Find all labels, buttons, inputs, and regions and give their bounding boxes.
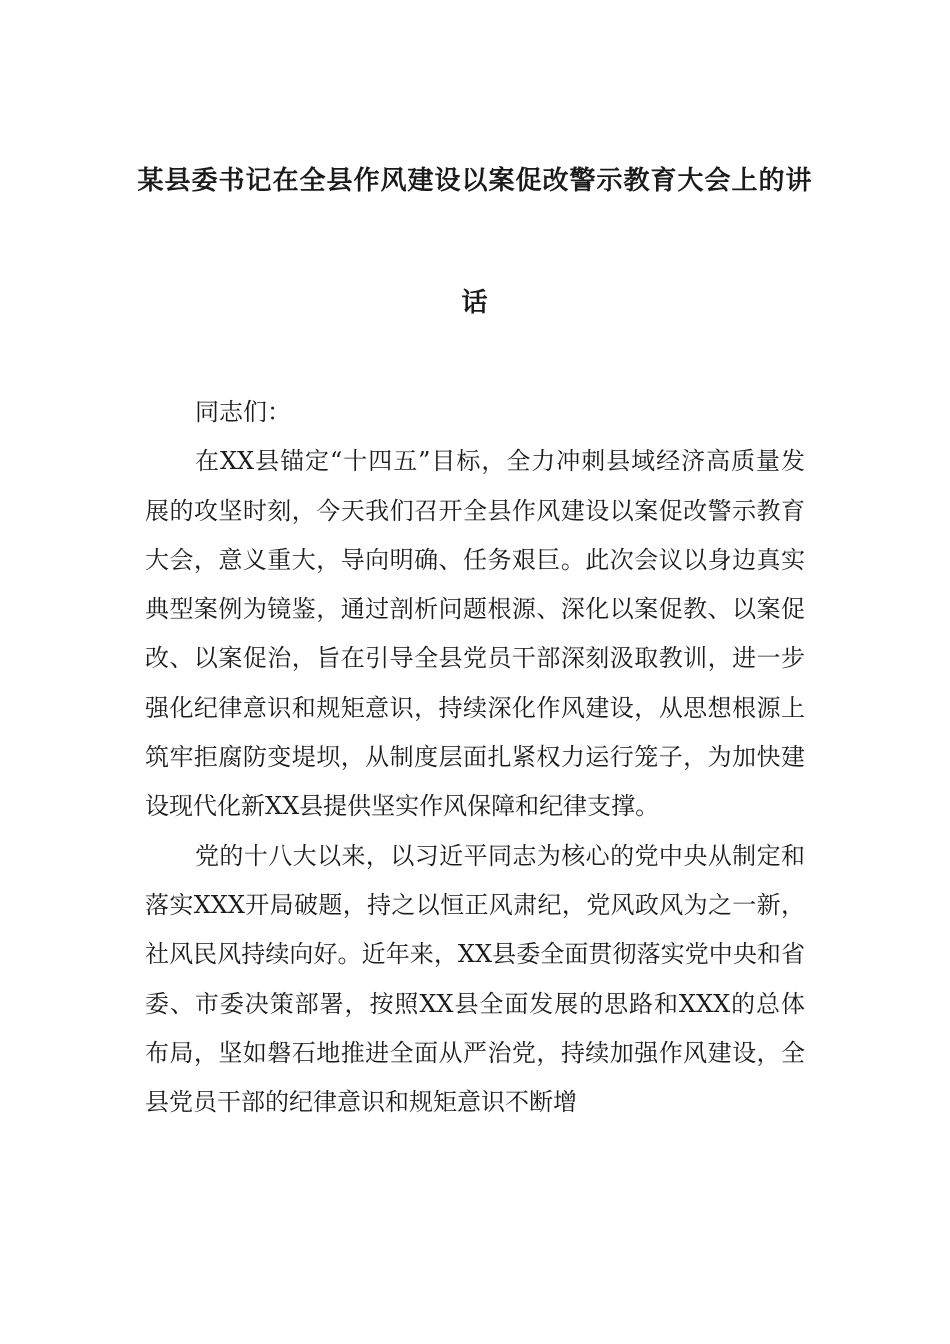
salutation: 同志们：: [195, 398, 291, 426]
document-title-line-2: 话: [461, 288, 489, 318]
paragraph-1: 在XX县锚定“十四五”目标，全力冲刺县域经济高质量发展的攻坚时刻，今天我们召开全县作风建设以案促改警示教育大会，意义重大，导向明确、任务艰巨。此次会议以身边真实典型案例为镜鉴，通过剖析问题根源、深化以案促教、以案促改、以案促治，旨在引导全县党员干部深刻汲取教训，进一步强化纪律意识和规矩意识，持续深化作风建设，从思想根源上筑牢拒腐防变堤坝，从制度层面扎紧权力运行笼子，为加快建设现代化新XX县提供坚实作风保障和纪律支撑。: [145, 447, 805, 821]
document-body: [145, 388, 805, 1127]
document-title-line-1: 某县委书记在全县作风建设以案促改警示教育大会上的讲: [137, 166, 813, 196]
paragraph-2: 党的十八大以来，以习近平同志为核心的党中央从制定和落实XXX开局破题，持之以恒正风肃纪，党风政风为之一新，社风民风持续向好。近年来，XX县委全面贯彻落实党中央和省委、市委决策部署，按照XX县全面发展的思路和XXX的总体布局，坚如磐石地推进全面从严治党，持续加强作风建设，全县党员干部的纪律意识和规矩意识不断增: [145, 841, 805, 1117]
